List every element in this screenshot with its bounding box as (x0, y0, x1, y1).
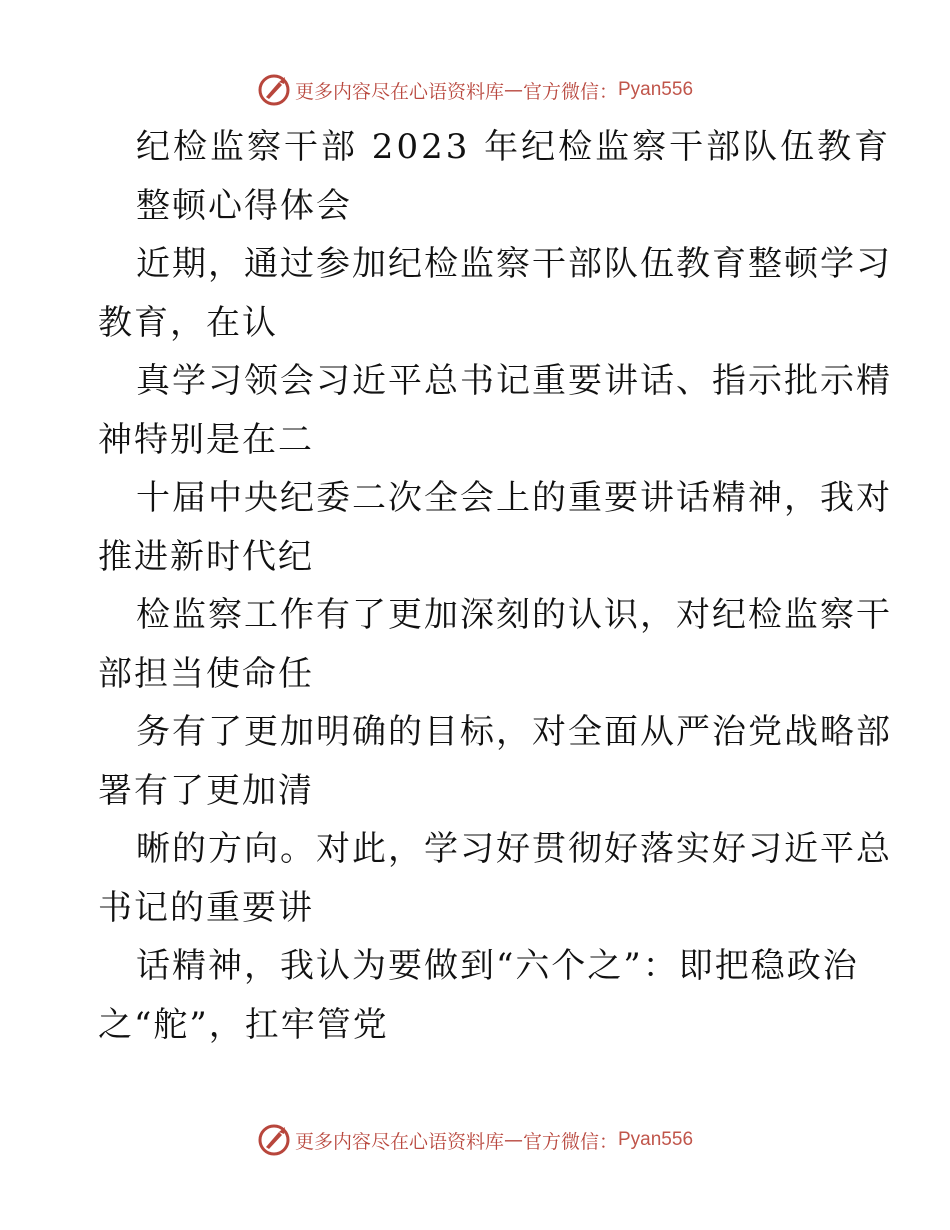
document-body (98, 118, 892, 1054)
text-line: 务有了更加明确的目标，对全面从严治党战略部 (136, 712, 892, 752)
text-line: 十届中央纪委二次全会上的重要讲话精神，我对 (136, 478, 892, 518)
header-watermark (0, 70, 950, 110)
text-line: 书记的重要讲 (98, 887, 314, 928)
text-line: 教育，在认 (98, 302, 278, 343)
watermark-wechat-label: 官方微信： (522, 80, 618, 103)
quill-logo-icon (257, 1123, 291, 1157)
text-line: 部担当使命任 (98, 653, 314, 694)
quill-logo-icon (257, 73, 291, 107)
text-line: 之“舵”，扛牢管党 (98, 1004, 389, 1045)
watermark-brand: 更多内容尽在心语资料库 (294, 80, 504, 103)
text-line: 检监察工作有了更加深刻的认识，对纪检监察干 (136, 595, 892, 635)
watermark-separator: — (503, 79, 523, 101)
watermark-wechat-id: Pyan556 (618, 1129, 694, 1150)
watermark-wechat-label: 官方微信： (522, 1130, 618, 1153)
footer-watermark (0, 1120, 950, 1160)
text-line: 话精神，我认为要做到“六个之”：即把稳政治 (136, 946, 859, 986)
document-title-line-1: 纪检监察干部 2023 年纪检监察干部队伍教育 (136, 127, 892, 167)
text-line: 真学习领会习近平总书记重要讲话、指示批示精 (136, 361, 892, 401)
watermark-wechat-id: Pyan556 (618, 79, 694, 100)
watermark-brand: 更多内容尽在心语资料库 (294, 1130, 504, 1153)
text-line: 署有了更加清 (98, 770, 314, 811)
text-line: 近期，通过参加纪检监察干部队伍教育整顿学习 (136, 244, 892, 284)
document-title-line-2: 整顿心得体会 (136, 185, 352, 226)
text-line: 晰的方向。对此，学习好贯彻好落实好习近平总 (136, 829, 892, 869)
watermark-separator: — (503, 1129, 523, 1151)
text-line: 推进新时代纪 (98, 536, 314, 577)
text-line: 神特别是在二 (98, 419, 314, 460)
